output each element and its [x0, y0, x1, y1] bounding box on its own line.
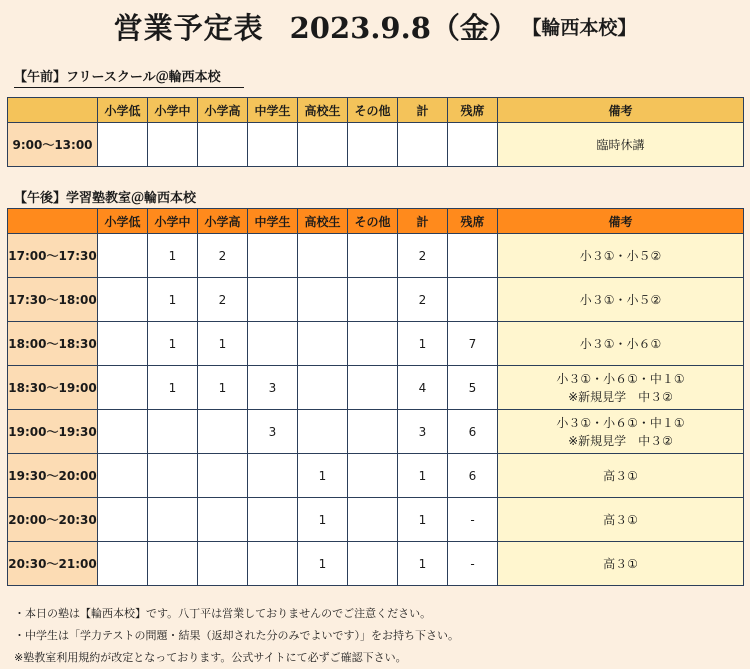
- count-cell: 1: [148, 322, 198, 366]
- count-cell: [348, 498, 398, 542]
- title-main: 営業予定表: [113, 11, 264, 45]
- time-slot: 9:00〜13:00: [8, 123, 98, 167]
- column-header: 計: [398, 209, 448, 234]
- count-cell: [98, 542, 148, 586]
- count-cell: [348, 123, 398, 167]
- count-cell: [248, 278, 298, 322]
- column-header: その他: [348, 209, 398, 234]
- column-header: 残席: [448, 98, 498, 123]
- table-row: [8, 234, 744, 278]
- count-cell: [148, 123, 198, 167]
- time-slot: 17:30〜18:00: [8, 278, 98, 322]
- column-header: 計: [398, 98, 448, 123]
- afternoon-heading: [14, 187, 196, 206]
- count-cell: 1: [298, 454, 348, 498]
- count-cell: 1: [398, 322, 448, 366]
- morning-heading-underline: [14, 87, 244, 88]
- count-cell: 6: [448, 410, 498, 454]
- count-cell: [298, 322, 348, 366]
- count-cell: 1: [398, 542, 448, 586]
- count-cell: [348, 542, 398, 586]
- note-line: 小３①・小６①・中１①: [556, 415, 685, 430]
- count-cell: [98, 322, 148, 366]
- count-cell: 2: [198, 278, 248, 322]
- column-header: 小学高: [198, 209, 248, 234]
- column-header: 小学低: [98, 98, 148, 123]
- count-cell: 1: [198, 366, 248, 410]
- table-row: [8, 454, 744, 498]
- column-header: その他: [348, 98, 398, 123]
- count-cell: 1: [148, 278, 198, 322]
- count-cell: [298, 410, 348, 454]
- header-blank: [8, 209, 98, 234]
- count-cell: [348, 234, 398, 278]
- count-cell: [98, 410, 148, 454]
- note-cell: [498, 542, 744, 586]
- count-cell: 1: [148, 234, 198, 278]
- table-row: [8, 123, 744, 167]
- table-row: [8, 366, 744, 410]
- footnotes: [14, 603, 459, 669]
- count-cell: [248, 123, 298, 167]
- count-cell: [148, 454, 198, 498]
- note-line: 臨時休講: [596, 137, 645, 152]
- count-cell: [148, 542, 198, 586]
- count-cell: [348, 322, 398, 366]
- note-line: 小３①・小６①: [579, 336, 662, 351]
- page-title: [0, 6, 750, 50]
- count-cell: [98, 366, 148, 410]
- count-cell: 3: [398, 410, 448, 454]
- footnote-1: ・本日の塾は【輪西本校】です。八丁平は営業しておりませんのでご注意ください。: [14, 607, 432, 620]
- count-cell: [248, 454, 298, 498]
- count-cell: [348, 278, 398, 322]
- note-cell: [498, 366, 744, 410]
- count-cell: [98, 278, 148, 322]
- note-line: 小３①・小５②: [579, 292, 662, 307]
- count-cell: [98, 123, 148, 167]
- note-line: 小３①・小６①・中１①: [556, 371, 685, 386]
- note-cell: [498, 498, 744, 542]
- count-cell: [198, 498, 248, 542]
- count-cell: [198, 123, 248, 167]
- count-cell: [148, 498, 198, 542]
- count-cell: 3: [248, 366, 298, 410]
- title-date: 2023.9.8（金）: [289, 11, 518, 45]
- count-cell: [448, 234, 498, 278]
- afternoon-heading-text: 【午後】学習塾教室＠輪西本校: [14, 191, 197, 206]
- morning-table-header: [8, 98, 744, 123]
- note-line: ※新規見学 中３②: [568, 433, 673, 448]
- count-cell: [298, 278, 348, 322]
- column-header: 小学低: [98, 209, 148, 234]
- count-cell: [398, 123, 448, 167]
- count-cell: 2: [398, 278, 448, 322]
- note-line: 小３①・小５②: [579, 248, 662, 263]
- note-cell: [498, 410, 744, 454]
- count-cell: 1: [398, 498, 448, 542]
- count-cell: 6: [448, 454, 498, 498]
- count-cell: [198, 410, 248, 454]
- count-cell: [98, 234, 148, 278]
- column-header: 小学高: [198, 98, 248, 123]
- time-slot: 19:30〜20:00: [8, 454, 98, 498]
- count-cell: [148, 410, 198, 454]
- count-cell: [248, 234, 298, 278]
- note-line: 高３①: [603, 468, 638, 483]
- note-cell: [498, 454, 744, 498]
- column-header: 高校生: [298, 98, 348, 123]
- column-header: 備考: [498, 98, 744, 123]
- count-cell: [298, 123, 348, 167]
- column-header: 小学中: [148, 209, 198, 234]
- header-blank: [8, 98, 98, 123]
- count-cell: 1: [298, 498, 348, 542]
- count-cell: [198, 454, 248, 498]
- count-cell: 2: [198, 234, 248, 278]
- count-cell: 5: [448, 366, 498, 410]
- count-cell: 7: [448, 322, 498, 366]
- note-cell: [498, 278, 744, 322]
- morning-schedule-table: [7, 97, 744, 167]
- count-cell: [298, 366, 348, 410]
- time-slot: 19:00〜19:30: [8, 410, 98, 454]
- count-cell: [248, 322, 298, 366]
- time-slot: 18:00〜18:30: [8, 322, 98, 366]
- count-cell: [98, 498, 148, 542]
- count-cell: 3: [248, 410, 298, 454]
- column-header: 残席: [448, 209, 498, 234]
- note-cell: [498, 322, 744, 366]
- table-row: [8, 322, 744, 366]
- count-cell: 4: [398, 366, 448, 410]
- count-cell: [248, 498, 298, 542]
- count-cell: [448, 123, 498, 167]
- count-cell: 1: [198, 322, 248, 366]
- column-header: 備考: [498, 209, 744, 234]
- table-row: [8, 278, 744, 322]
- count-cell: -: [448, 542, 498, 586]
- note-line: 高３①: [603, 512, 638, 527]
- table-row: [8, 410, 744, 454]
- column-header: 中学生: [248, 209, 298, 234]
- time-slot: 20:00〜20:30: [8, 498, 98, 542]
- morning-heading-text: 【午前】フリースクール＠輪西本校: [14, 70, 221, 85]
- table-row: [8, 498, 744, 542]
- count-cell: 1: [398, 454, 448, 498]
- afternoon-table-body: [8, 234, 744, 586]
- count-cell: 2: [398, 234, 448, 278]
- footnote-2: ・中学生は「学力テストの問題・結果（返却された分のみでよいです）」をお持ち下さい。: [14, 629, 460, 642]
- note-line: ※新規見学 中３②: [568, 389, 673, 404]
- count-cell: [348, 454, 398, 498]
- column-header: 小学中: [148, 98, 198, 123]
- column-header: 中学生: [248, 98, 298, 123]
- count-cell: [348, 410, 398, 454]
- count-cell: [248, 542, 298, 586]
- count-cell: [348, 366, 398, 410]
- afternoon-table-header: [8, 209, 744, 234]
- table-row: [8, 542, 744, 586]
- time-slot: 17:00〜17:30: [8, 234, 98, 278]
- column-header: 高校生: [298, 209, 348, 234]
- time-slot: 20:30〜21:00: [8, 542, 98, 586]
- count-cell: [298, 234, 348, 278]
- note-cell: [498, 234, 744, 278]
- count-cell: -: [448, 498, 498, 542]
- count-cell: [198, 542, 248, 586]
- note-cell: [498, 123, 744, 167]
- title-school: 【輪西本校】: [531, 17, 637, 39]
- morning-heading: [14, 66, 221, 85]
- count-cell: [448, 278, 498, 322]
- afternoon-schedule-table: [7, 208, 744, 586]
- count-cell: [98, 454, 148, 498]
- footnote-3: ※塾教室利用規約が改定となっております。公式サイトにて必ずご確認下さい。: [14, 651, 407, 664]
- note-line: 高３①: [603, 556, 638, 571]
- morning-table-body: [8, 123, 744, 167]
- count-cell: 1: [298, 542, 348, 586]
- count-cell: 1: [148, 366, 198, 410]
- time-slot: 18:30〜19:00: [8, 366, 98, 410]
